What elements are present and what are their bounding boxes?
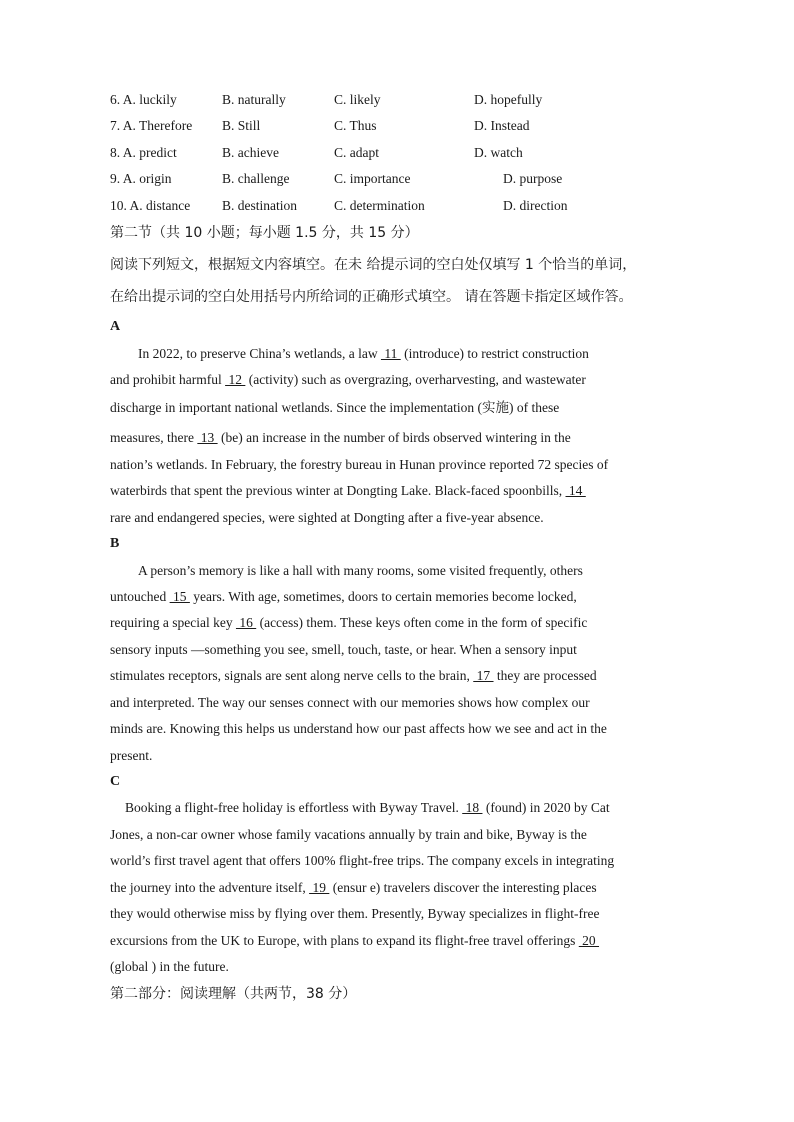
option-b: B. challenge	[222, 171, 290, 186]
passage-c-line-3: world’s first travel agent that offers 100% flight-free trips. The company excels in integrating	[110, 853, 615, 868]
option-b: B. naturally	[222, 92, 286, 107]
option-d: D. purpose	[503, 171, 563, 186]
text: stimulates receptors, signals are sent along nerve cells to the brain,	[110, 668, 474, 683]
passage-b-line-2	[110, 587, 577, 607]
blank-19: 19	[309, 880, 330, 895]
passage-b-line-4: sensory inputs —something you see, smell, touch, taste, or hear. When a sensory input	[110, 642, 577, 657]
blank-20: 20	[578, 933, 600, 948]
option-a: 10. A. distance	[110, 198, 191, 213]
passage-b-line-5	[110, 666, 597, 686]
text: (ensur e) travelers discover the interesting places	[329, 880, 597, 895]
blank-16: 16	[235, 615, 257, 630]
text: requiring a special key	[110, 615, 236, 630]
blank-15: 15	[169, 589, 190, 604]
passage-c-line-2: Jones, a non-car owner whose family vacations annually by train and bike, Byway is the	[110, 827, 587, 842]
text: the journey into the adventure itself,	[110, 880, 310, 895]
passage-b-line-7: minds are. Knowing this helps us understand how our past affects how we see and act in the	[110, 721, 607, 736]
section2-instruction-1: 阅读下列短文，根据短文内容填空。在未 给提示词的空白处仅填写 1 个恰当的单词，	[110, 257, 637, 273]
text: (found) in 2020 by Cat	[482, 800, 610, 815]
text: In 2022, to preserve China’s wetlands, a law	[138, 346, 381, 361]
option-a: 8. A. predict	[110, 145, 177, 160]
blank-14: 14	[565, 483, 586, 498]
passage-c-line-1	[125, 798, 610, 818]
passage-a-line-2	[110, 370, 586, 390]
text: (access) them. These keys often come in the form of specific	[256, 615, 588, 630]
blank-12: 12	[225, 372, 246, 387]
option-a: 6. A. luckily	[110, 92, 177, 107]
option-d: D. hopefully	[474, 92, 543, 107]
passage-a-line-1	[138, 344, 589, 364]
text: waterbirds that spent the previous winter at Dongting Lake. Black-faced spoonbills,	[110, 483, 566, 498]
text: and prohibit harmful	[110, 372, 226, 387]
blank-18: 18	[462, 800, 483, 815]
passage-c-line-7: (global ) in the future.	[110, 959, 229, 974]
text: (be) an increase in the number of birds observed wintering in the	[217, 430, 571, 445]
passage-c-line-4	[110, 878, 597, 898]
option-b: B. Still	[222, 118, 261, 133]
passage-b-line-6: and interpreted. The way our senses connect with our memories shows how complex our	[110, 695, 590, 710]
option-a: 9. A. origin	[110, 171, 172, 186]
blank-11: 11	[380, 346, 401, 361]
passage-b-line-8: present.	[110, 748, 153, 763]
passage-a-line-4	[110, 428, 571, 448]
option-c: C. Thus	[334, 118, 377, 133]
passage-b-line-1: A person’s memory is like a hall with many rooms, some visited frequently, others	[138, 563, 583, 578]
passage-b-label: B	[110, 536, 120, 551]
part2-heading: 第二部分：阅读理解（共两节，38 分）	[110, 986, 357, 1002]
option-c: C. adapt	[334, 145, 379, 160]
passage-a-line-7: rare and endangered species, were sighted at Dongting after a five-year absence.	[110, 510, 544, 525]
passage-b-line-3	[110, 613, 587, 633]
text: they are processed	[493, 668, 597, 683]
passage-c-line-5: they would otherwise miss by flying over them. Presently, Byway specializes in flight-free	[110, 906, 600, 921]
option-d: D. watch	[474, 145, 523, 160]
text: (introduce) to restrict construction	[400, 346, 589, 361]
option-b: B. destination	[222, 198, 297, 213]
text: measures, there	[110, 430, 198, 445]
blank-17: 17	[473, 668, 494, 683]
blank-13: 13	[197, 430, 218, 445]
option-d: D. Instead	[474, 118, 530, 133]
passage-a-line-3: discharge in important national wetlands. Since the implementation (实施) of these	[110, 400, 560, 415]
option-b: B. achieve	[222, 145, 279, 160]
option-d: D. direction	[503, 198, 568, 213]
passage-c-label: C	[110, 774, 121, 789]
passage-c-line-6	[110, 931, 599, 951]
text: (activity) such as overgrazing, overharvesting, and wastewater	[245, 372, 586, 387]
passage-a-line-5: nation’s wetlands. In February, the forestry bureau in Hunan province reported 72 species of	[110, 457, 609, 472]
text: years. With age, sometimes, doors to certain memories become locked,	[189, 589, 577, 604]
option-a: 7. A. Therefore	[110, 118, 193, 133]
section2-heading: 第二节（共 10 小题；每小题 1.5 分，共 15 分）	[110, 225, 419, 241]
section2-instruction-2: 在给出提示词的空白处用括号内所给词的正确形式填空。 请在答题卡指定区域作答。	[110, 289, 633, 305]
option-c: C. importance	[334, 171, 411, 186]
text: Booking a flight-free holiday is effortless with Byway Travel.	[125, 800, 463, 815]
passage-a-line-6	[110, 481, 586, 501]
text: untouched	[110, 589, 170, 604]
passage-a-label: A	[110, 319, 121, 334]
text: excursions from the UK to Europe, with plans to expand its flight-free travel offerings	[110, 933, 579, 948]
option-c: C. likely	[334, 92, 381, 107]
option-c: C. determination	[334, 198, 425, 213]
